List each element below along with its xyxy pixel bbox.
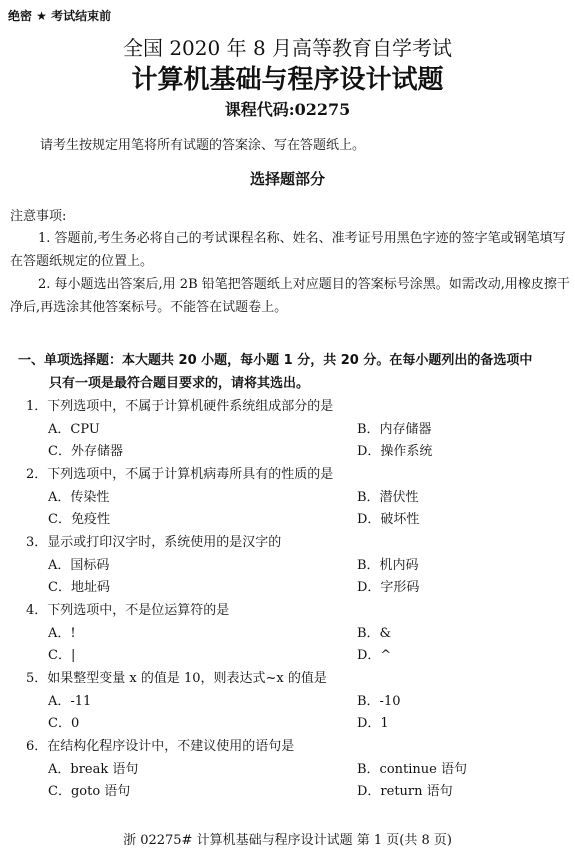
part-one-heading: 一、单项选择题：本大题共 20 小题，每小题 1 分，共 20 分。在每小题列出的备选项中 [18, 353, 533, 368]
notes-heading: 注意事项: [10, 209, 67, 224]
question-stem: 5．如果整型变量 x 的值是 10，则表达式~x 的值是 [26, 671, 327, 686]
answer-option: C．| [48, 648, 76, 663]
answer-option: D．return 语句 [357, 784, 453, 799]
question-stem: 1．下列选项中，不属于计算机硬件系统组成部分的是 [26, 399, 334, 414]
answer-option: B．& [357, 626, 392, 641]
answer-option: B．潜伏性 [357, 490, 419, 505]
answer-instruction: 请考生按规定用笔将所有试题的答案涂、写在答题纸上。 [40, 138, 366, 153]
answer-option: D．字形码 [357, 580, 420, 595]
question-stem: 4．下列选项中，不是位运算符的是 [26, 603, 230, 618]
answer-option: C．外存储器 [48, 444, 123, 459]
answer-option: B．-10 [357, 694, 401, 709]
answer-option: B．continue 语句 [357, 762, 467, 777]
answer-option: A．传染性 [48, 490, 110, 505]
note-item: 1. 答题前,考生务必将自己的考试课程名称、姓名、准考证号用黑色字迹的签字笔或钢笔填写在答题纸规定的位置上。 [10, 231, 566, 269]
answer-option: B．机内码 [357, 558, 419, 573]
answer-option: A．break 语句 [48, 762, 139, 777]
answer-option: C．地址码 [48, 580, 110, 595]
question-stem: 6．在结构化程序设计中，不建议使用的语句是 [26, 739, 295, 754]
confidential-label: 绝密 ★ 考试结束前 [8, 9, 112, 23]
part-one-heading-continued: 只有一项是最符合题目要求的，请将其选出。 [49, 376, 310, 391]
answer-option: B．内存储器 [357, 422, 432, 437]
question-stem: 3．显示或打印汉字时，系统使用的是汉字的 [26, 535, 282, 550]
answer-option: C．goto 语句 [48, 784, 131, 799]
answer-option: A．CPU [48, 422, 100, 437]
answer-option: D．1 [357, 716, 389, 731]
section-title: 选择题部分 [249, 170, 325, 188]
page-footer: 浙 02275# 计算机基础与程序设计试题 第 1 页(共 8 页) [123, 833, 452, 848]
answer-option: D．^ [357, 648, 392, 663]
answer-option: A．-11 [48, 694, 92, 709]
answer-option: C．0 [48, 716, 80, 731]
answer-option: D．破坏性 [357, 512, 420, 527]
note-item: 2. 每小题选出答案后,用 2B 铅笔把答题纸上对应题目的答案标号涂黑。如需改动,用橡皮擦干净后,再选涂其他答案标号。不能答在试题卷上。 [10, 277, 570, 315]
paper-title: 计算机基础与程序设计试题 [131, 65, 444, 95]
question-stem: 2．下列选项中，不属于计算机病毒所具有的性质的是 [26, 467, 334, 482]
answer-option: A．! [48, 626, 76, 641]
exam-title: 全国 2020 年 8 月高等教育自学考试 [122, 36, 453, 60]
answer-option: C．免疫性 [48, 512, 110, 527]
course-code: 课程代码:02275 [224, 100, 351, 119]
answer-option: A．国标码 [48, 558, 110, 573]
answer-option: D．操作系统 [357, 444, 433, 459]
